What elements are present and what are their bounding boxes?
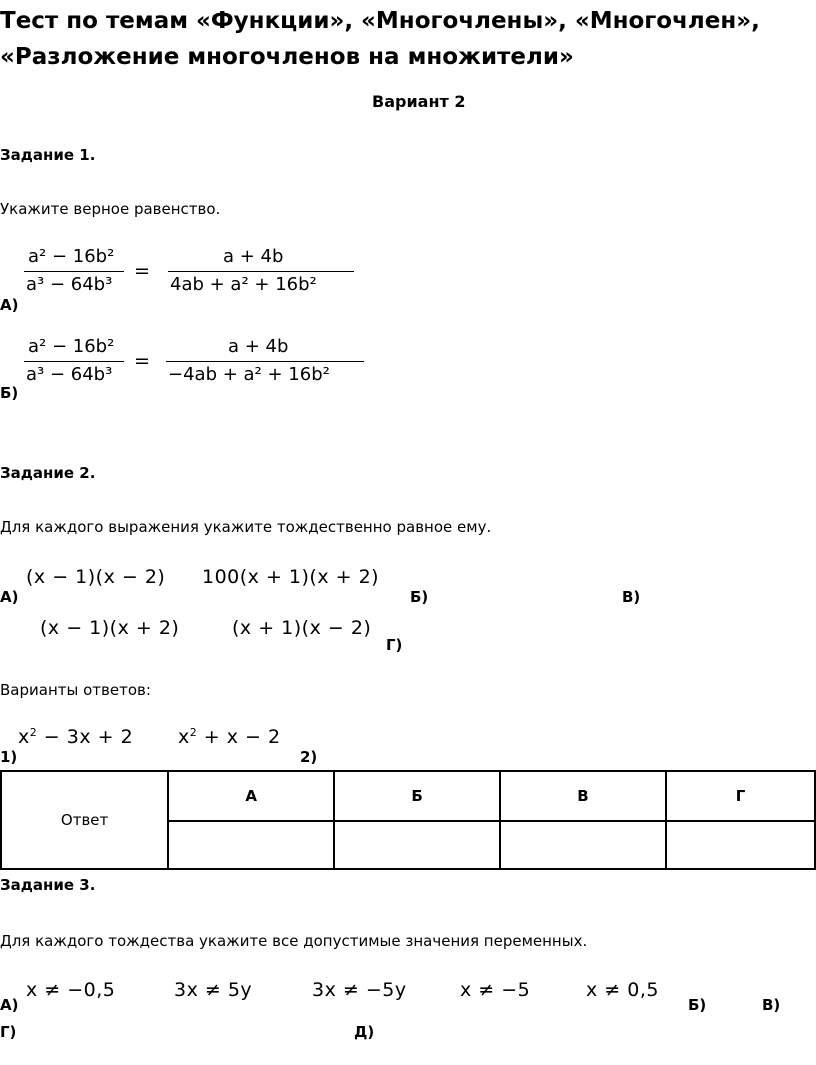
- task1-option-b-label: Б): [0, 384, 19, 402]
- task2-answer-label-2: 2): [300, 748, 318, 766]
- task3-label-d: Д): [354, 1023, 375, 1041]
- eq-a-right-numerator: a + 4b: [223, 246, 284, 267]
- table-row-label: Ответ: [1, 771, 168, 869]
- task3-condition-2: 3x ≠ 5y: [174, 979, 253, 1001]
- eq-a-right-denominator: 4ab + a² + 16b²: [170, 274, 317, 295]
- task2-answer-table: [0, 770, 816, 870]
- eq-b-equals-sign: =: [134, 350, 151, 372]
- table-header-v: В: [500, 771, 666, 821]
- task2-question: Для каждого выражения укажите тождественно равное ему.: [0, 518, 492, 536]
- eq-a-right-fraction-bar: [168, 271, 354, 272]
- table-answer-cell-v[interactable]: [500, 821, 666, 869]
- task3-condition-4: x ≠ −5: [460, 979, 531, 1001]
- page-title-line1: Тест по темам «Функции», «Многочлены», «Многочлен»,: [0, 8, 760, 34]
- task3-label-b: Б): [688, 996, 707, 1014]
- task2-expression-2: 100(x + 1)(x + 2): [202, 566, 380, 588]
- task2-expression-4: (x + 1)(x − 2): [232, 617, 372, 639]
- task2-label-a: А): [0, 588, 19, 606]
- task2-expression-3: (x − 1)(x + 2): [40, 617, 180, 639]
- eq-b-right-denominator: −4ab + a² + 16b²: [168, 364, 330, 385]
- table-answer-cell-g[interactable]: [666, 821, 815, 869]
- task3-label-v: В): [762, 996, 781, 1014]
- task2-answer-1: $x^2 - 3x + 2$: [18, 726, 134, 748]
- task1-heading: Задание 1.: [0, 146, 96, 164]
- task2-heading: Задание 2.: [0, 464, 96, 482]
- table-header-g: Г: [666, 771, 815, 821]
- task3-question: Для каждого тождества укажите все допустимые значения переменных.: [0, 932, 588, 950]
- eq-b-left-fraction-bar: [24, 361, 124, 362]
- table-header-b: Б: [334, 771, 500, 821]
- eq-b-right-numerator: a + 4b: [228, 336, 289, 357]
- eq-a-left-fraction-bar: [24, 271, 124, 272]
- table-answer-cell-b[interactable]: [334, 821, 500, 869]
- task3-condition-3: 3x ≠ −5y: [312, 979, 407, 1001]
- eq-a-left-numerator: a² − 16b²: [28, 246, 115, 267]
- page-title-line2: «Разложение многочленов на множители»: [0, 44, 574, 70]
- task3-heading: Задание 3.: [0, 876, 96, 894]
- table-header-a: А: [168, 771, 334, 821]
- task2-answer-label-1: 1): [0, 748, 18, 766]
- task2-answers-heading: Варианты ответов:: [0, 681, 151, 699]
- task2-label-v: В): [622, 588, 641, 606]
- task1-question: Укажите верное равенство.: [0, 200, 221, 218]
- eq-b-right-fraction-bar: [166, 361, 364, 362]
- task3-condition-1: x ≠ −0,5: [26, 979, 116, 1001]
- eq-b-left-denominator: a³ − 64b³: [26, 364, 113, 385]
- task2-label-g: Г): [386, 636, 403, 654]
- table-answer-cell-a[interactable]: [168, 821, 334, 869]
- variant-label: Вариант 2: [372, 92, 466, 111]
- task3-label-a: А): [0, 996, 19, 1014]
- task2-answer-2: $x^2 + x - 2$: [178, 726, 281, 748]
- eq-b-left-numerator: a² − 16b²: [28, 336, 115, 357]
- task2-label-b: Б): [410, 588, 429, 606]
- eq-a-equals-sign: =: [134, 260, 151, 282]
- task3-label-g: Г): [0, 1023, 17, 1041]
- task1-option-a-label: А): [0, 296, 19, 314]
- task3-condition-5: x ≠ 0,5: [586, 979, 659, 1001]
- task2-expression-1: (x − 1)(x − 2): [26, 566, 166, 588]
- eq-a-left-denominator: a³ − 64b³: [26, 274, 113, 295]
